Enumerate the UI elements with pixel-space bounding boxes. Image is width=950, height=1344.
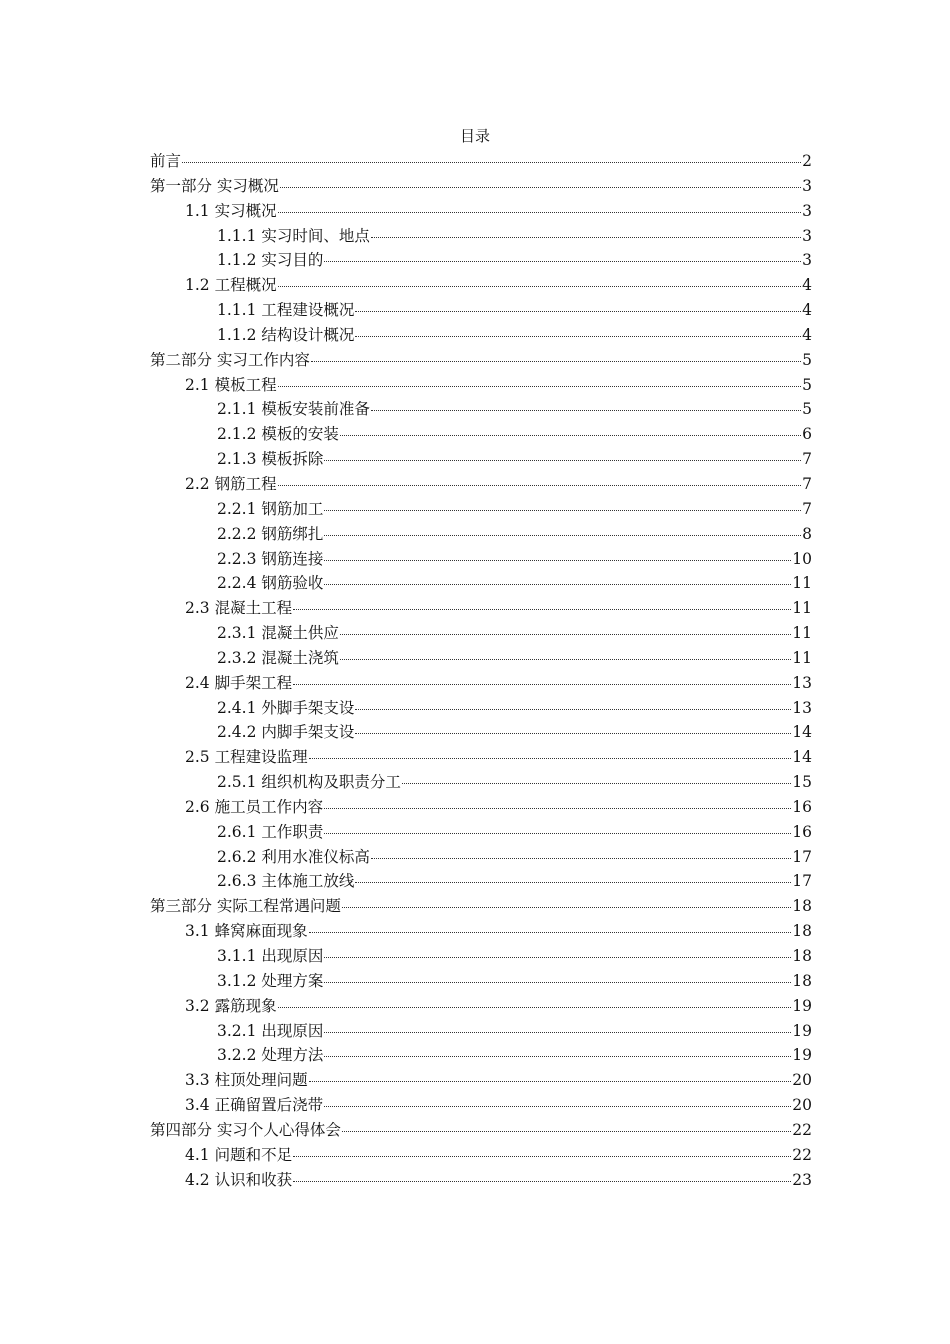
- toc-entry-title: 3.2.1 出现原因: [217, 1021, 324, 1040]
- toc-entry[interactable]: [150, 149, 812, 174]
- toc-entry[interactable]: [150, 174, 812, 199]
- toc-entry-page-number: 5: [802, 350, 812, 369]
- toc-entry[interactable]: [150, 224, 812, 249]
- dot-leader: [309, 757, 792, 759]
- toc-entry-title: 2.6 施工员工作内容: [185, 797, 324, 816]
- toc-entry-title: 3.2.2 处理方法: [217, 1046, 324, 1065]
- toc-entry-title: 1.1.2 实习目的: [217, 251, 324, 270]
- toc-entry-title: 第四部分 实习个人心得体会: [150, 1120, 341, 1139]
- dot-leader: [324, 534, 801, 536]
- toc-entry-page-number: 16: [792, 822, 812, 841]
- toc-entry[interactable]: [150, 696, 812, 721]
- toc-entry[interactable]: [150, 199, 812, 224]
- toc-entry-title: 3.2 露筋现象: [185, 996, 277, 1015]
- toc-entry-title: 1.1 实习概况: [185, 201, 277, 220]
- toc-entry-page-number: 3: [802, 201, 812, 220]
- toc-entry-page-number: 11: [792, 574, 812, 593]
- toc-entry[interactable]: [150, 472, 812, 497]
- dot-leader: [340, 434, 801, 436]
- toc-entry[interactable]: [150, 447, 812, 472]
- toc-entry-title: 前言: [150, 152, 182, 170]
- toc-entry-page-number: 3: [802, 226, 812, 245]
- dot-leader: [293, 608, 791, 610]
- toc-entry-page-number: 13: [792, 673, 812, 692]
- toc-entry-title: 1.2 工程概况: [185, 276, 277, 295]
- toc-entry[interactable]: [150, 298, 812, 323]
- dot-leader: [324, 832, 791, 834]
- toc-entry[interactable]: [150, 1118, 812, 1143]
- toc-entry-title: 第二部分 实习工作内容: [150, 350, 310, 369]
- toc-entry-page-number: 20: [792, 1096, 812, 1115]
- dot-leader: [355, 732, 791, 734]
- dot-leader: [278, 385, 802, 387]
- toc-entry-page-number: 6: [802, 425, 812, 444]
- toc-entry-title: 4.2 认识和收获: [185, 1170, 293, 1189]
- dot-leader: [309, 931, 792, 933]
- toc-entry[interactable]: [150, 869, 812, 894]
- toc-entry-page-number: 23: [792, 1170, 812, 1189]
- toc-entry-page-number: 18: [792, 897, 812, 916]
- toc-entry[interactable]: [150, 248, 812, 273]
- toc-entry-title: 2.2.1 钢筋加工: [217, 499, 324, 518]
- dot-leader: [309, 1080, 792, 1082]
- toc-entry-title: 2.4.2 内脚手架支设: [217, 723, 355, 742]
- toc-entry-page-number: 4: [802, 301, 812, 320]
- toc-entry-page-number: 17: [792, 847, 812, 866]
- toc-entry-title: 2.4.1 外脚手架支设: [217, 698, 355, 717]
- toc-entry[interactable]: [150, 422, 812, 447]
- toc-entry[interactable]: [150, 720, 812, 745]
- toc-entry-page-number: 10: [792, 549, 812, 568]
- toc-entry-title: 2.4 脚手架工程: [185, 673, 293, 692]
- toc-entry-page-number: 7: [802, 474, 812, 493]
- toc-entry-page-number: 20: [792, 1071, 812, 1090]
- toc-entry[interactable]: [150, 671, 812, 696]
- toc-entry[interactable]: [150, 894, 812, 919]
- toc-entry[interactable]: [150, 795, 812, 820]
- toc-entry[interactable]: [150, 770, 812, 795]
- toc-entry-title: 1.1.1 实习时间、地点: [217, 226, 370, 245]
- toc-entry-title: 3.1.2 处理方案: [217, 971, 324, 990]
- toc-entry-title: 2.3 混凝土工程: [185, 599, 293, 618]
- toc-entry[interactable]: [150, 522, 812, 547]
- toc-entry[interactable]: [150, 820, 812, 845]
- toc-entry[interactable]: [150, 745, 812, 770]
- toc-entry-title: 2.2.3 钢筋连接: [217, 549, 324, 568]
- toc-entry[interactable]: [150, 1043, 812, 1068]
- toc-entry-title: 第一部分 实习概况: [150, 176, 279, 195]
- dot-leader: [278, 484, 802, 486]
- dot-leader: [340, 658, 791, 660]
- dot-leader: [324, 459, 801, 461]
- toc-entry-title: 2.5.1 组织机构及职责分工: [217, 773, 401, 792]
- dot-leader: [324, 807, 791, 809]
- dot-leader: [402, 782, 791, 784]
- toc-entry-page-number: 11: [792, 648, 812, 667]
- toc-entry-title: 2.1 模板工程: [185, 375, 277, 394]
- toc-entry-page-number: 11: [792, 599, 812, 618]
- dot-leader: [293, 1180, 791, 1182]
- dot-leader: [324, 981, 791, 983]
- toc-entry[interactable]: [150, 1143, 812, 1168]
- dot-leader: [324, 509, 801, 511]
- toc-entry[interactable]: [150, 373, 812, 398]
- toc-entry-page-number: 22: [792, 1120, 812, 1139]
- toc-entry-page-number: 13: [792, 698, 812, 717]
- dot-leader: [355, 310, 801, 312]
- toc-entry-title: 2.6.2 利用水准仪标高: [217, 847, 370, 866]
- toc-entry[interactable]: [150, 348, 812, 373]
- dot-leader: [293, 683, 791, 685]
- toc-entry[interactable]: [150, 969, 812, 994]
- toc-entry-page-number: 19: [792, 996, 812, 1015]
- toc-entry[interactable]: [150, 845, 812, 870]
- toc-entry-title: 3.4 正确留置后浇带: [185, 1096, 324, 1115]
- toc-entry[interactable]: [150, 919, 812, 944]
- toc-entry-page-number: 18: [792, 947, 812, 965]
- dot-leader: [371, 409, 801, 411]
- toc-entry-title: 2.3.1 混凝土供应: [217, 624, 339, 643]
- toc-entry[interactable]: [150, 323, 812, 348]
- dot-leader: [371, 236, 801, 238]
- toc-entry[interactable]: [150, 621, 812, 646]
- toc-entry-title: 2.3.2 混凝土浇筑: [217, 648, 339, 667]
- toc-entry-title: 2.6.1 工作职责: [217, 822, 324, 841]
- dot-leader: [355, 335, 801, 337]
- toc-entry-page-number: 4: [802, 276, 812, 295]
- toc-entry-title: 3.3 柱顶处理问题: [185, 1071, 308, 1090]
- toc-entry-title: 3.1.1 出现原因: [217, 947, 324, 965]
- toc-entry-page-number: 18: [792, 971, 812, 990]
- dot-leader: [293, 1155, 791, 1157]
- dot-leader: [324, 956, 791, 958]
- toc-entry-title: 2.1.2 模板的安装: [217, 425, 339, 444]
- toc-entry-page-number: 3: [802, 176, 812, 195]
- dot-leader: [278, 285, 802, 287]
- toc-entry[interactable]: [150, 547, 812, 572]
- dot-leader: [324, 583, 791, 585]
- dot-leader: [324, 559, 791, 561]
- dot-leader: [311, 360, 801, 362]
- toc-entry-title: 2.1.1 模板安装前准备: [217, 400, 370, 419]
- toc-entry-page-number: 16: [792, 797, 812, 816]
- toc-entry[interactable]: [150, 497, 812, 522]
- toc-entry-title: 4.1 问题和不足: [185, 1145, 293, 1164]
- toc-entry-title: 2.2.4 钢筋验收: [217, 574, 324, 593]
- dot-leader: [278, 1006, 792, 1008]
- toc-entry[interactable]: [150, 994, 812, 1019]
- table-of-contents: [150, 149, 812, 1192]
- toc-entry[interactable]: [150, 571, 812, 596]
- toc-entry-page-number: 4: [802, 325, 812, 344]
- toc-entry-title: 2.1.3 模板拆除: [217, 450, 324, 469]
- dot-leader: [342, 1130, 791, 1132]
- toc-entry-page-number: 5: [802, 375, 812, 394]
- toc-entry[interactable]: [150, 397, 812, 422]
- dot-leader: [371, 857, 791, 859]
- dot-leader: [278, 211, 802, 213]
- dot-leader: [324, 1105, 791, 1107]
- toc-entry-title: 2.6.3 主体施工放线: [217, 872, 355, 891]
- toc-entry-page-number: 19: [792, 1046, 812, 1065]
- toc-entry[interactable]: [150, 1019, 812, 1044]
- toc-entry-page-number: 14: [792, 723, 812, 742]
- toc-entry-title: 2.2 钢筋工程: [185, 474, 277, 493]
- toc-entry-page-number: 22: [792, 1145, 812, 1164]
- toc-entry-page-number: 7: [802, 450, 812, 469]
- toc-entry[interactable]: [150, 944, 812, 969]
- toc-entry-title: 第三部分 实际工程常遇问题: [150, 897, 341, 916]
- toc-entry-title: 2.2.2 钢筋绑扎: [217, 524, 324, 543]
- toc-entry-page-number: 8: [802, 524, 812, 543]
- toc-entry-title: 1.1.1 工程建设概况: [217, 301, 355, 320]
- toc-entry-page-number: 7: [802, 499, 812, 518]
- dot-leader: [324, 260, 801, 262]
- toc-entry-title: 1.1.2 结构设计概况: [217, 325, 355, 344]
- dot-leader: [340, 633, 791, 635]
- toc-entry-page-number: 14: [792, 748, 812, 767]
- toc-entry-title: 2.5 工程建设监理: [185, 748, 308, 767]
- toc-entry-title: 3.1 蜂窝麻面现象: [185, 922, 308, 941]
- toc-entry[interactable]: [150, 646, 812, 671]
- toc-entry-page-number: 19: [792, 1021, 812, 1040]
- toc-entry-page-number: 18: [792, 922, 812, 941]
- toc-entry-page-number: 2: [802, 152, 812, 170]
- toc-title: 目录: [459, 127, 490, 145]
- dot-leader: [342, 906, 791, 908]
- dot-leader: [324, 1031, 791, 1033]
- toc-entry-page-number: 3: [802, 251, 812, 270]
- toc-entry[interactable]: [150, 1068, 812, 1093]
- dot-leader: [280, 186, 801, 188]
- toc-entry[interactable]: [150, 596, 812, 621]
- toc-entry[interactable]: [150, 1093, 812, 1118]
- toc-entry-page-number: 15: [792, 773, 812, 792]
- dot-leader: [182, 161, 801, 163]
- toc-entry[interactable]: [150, 273, 812, 298]
- dot-leader: [324, 1055, 791, 1057]
- dot-leader: [355, 881, 791, 883]
- toc-entry-page-number: 11: [792, 624, 812, 643]
- toc-entry-page-number: 17: [792, 872, 812, 891]
- dot-leader: [355, 708, 791, 710]
- toc-entry[interactable]: [150, 1168, 812, 1193]
- toc-entry-page-number: 5: [802, 400, 812, 419]
